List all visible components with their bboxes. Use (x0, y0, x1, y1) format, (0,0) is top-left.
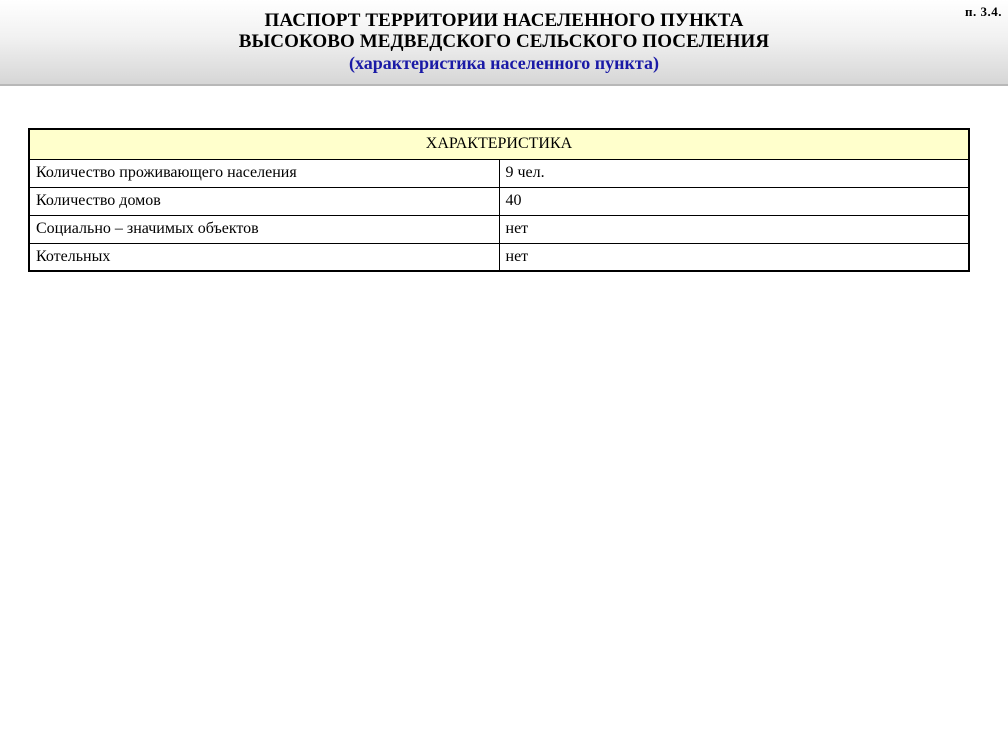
page-title-line2: ВЫСОКОВО МЕДВЕДСКОГО СЕЛЬСКОГО ПОСЕЛЕНИЯ (238, 31, 770, 52)
row-value: 9 чел. (499, 159, 969, 187)
row-label: Количество домов (29, 187, 499, 215)
characteristics-table (28, 128, 970, 272)
characteristics-table-wrap (28, 128, 970, 272)
table-row (29, 159, 969, 187)
row-value: 40 (499, 187, 969, 215)
table-header-row (29, 129, 969, 159)
table-header: ХАРАКТЕРИСТИКА (29, 129, 969, 159)
page-reference: п. 3.4. (965, 4, 1002, 19)
table-row (29, 187, 969, 215)
table-row (29, 243, 969, 271)
row-value: нет (499, 243, 969, 271)
row-value: нет (499, 215, 969, 243)
row-label: Котельных (29, 243, 499, 271)
row-label: Социально – значимых объектов (29, 215, 499, 243)
page-title-line1: ПАСПОРТ ТЕРРИТОРИИ НАСЕЛЕННОГО ПУНКТА (264, 10, 744, 31)
table-row (29, 215, 969, 243)
header-band (0, 0, 1008, 86)
page-subtitle: (характеристика населенного пункта) (349, 53, 659, 73)
row-label: Количество проживающего населения (29, 159, 499, 187)
title-block (0, 10, 1008, 74)
